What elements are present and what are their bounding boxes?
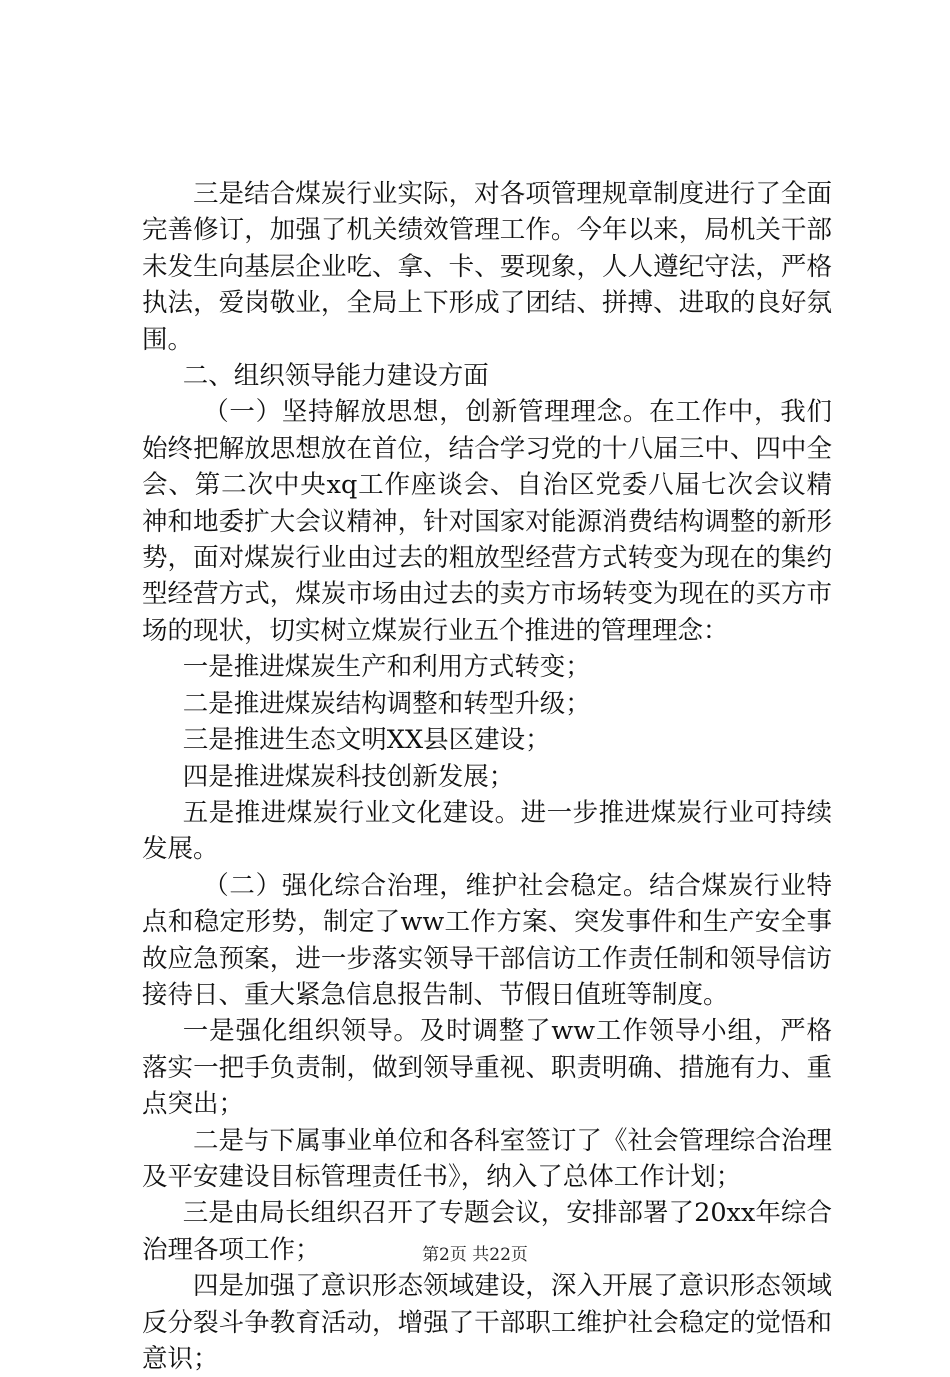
list-item-12: 三是由局长组织召开了专题会议，安排部署了20xx年综合治理各项工作； xyxy=(142,1198,832,1265)
list-item-5: 二是推进煤炭结构调整和转型升级； xyxy=(182,688,591,719)
list-item-11: 二是与下属事业单位和各科室签订了《社会管理综合治理及平安建设目标管理责任书》，纳入了总体工作计划； xyxy=(142,1125,832,1192)
paragraph-9: （二）强化综合治理，维护社会稳定。结合煤炭行业特点和稳定形势，制定了ww工作方案、突发事件和生产安全事故应急预案，进一步落实领导干部信访工作责任制和领导信访接待日、重大紧急信息报告制、节假日值班等制度。 xyxy=(142,870,832,1010)
list-item-8: 五是推进煤炭行业文化建设。进一步推进煤炭行业可持续发展。 xyxy=(142,797,832,865)
list-item-6: 三是推进生态文明XX县区建设； xyxy=(182,725,551,756)
paragraph-3: （一）坚持解放思想，创新管理理念。在工作中，我们始终把解放思想放在首位，结合学习党的十八届三中、四中全会、第二次中央xq工作座谈会、自治区党委八届七次会议精神和地委扩大会议精神，针对国家对能源消费结构调整的新形势，面对煤炭行业由过去的粗放型经营方式转变为现在的集约型经营方式，煤炭市场由过去的卖方市场转变为现在的买方市场的现状，切实树立煤炭行业五个推进的管理理念： xyxy=(142,397,832,646)
document-body xyxy=(142,176,832,1377)
list-item-10: 一是强化组织领导。及时调整了ww工作领导小组，严格落实一把手负责制，做到领导重视、职责明确、措施有力、重点突出； xyxy=(142,1016,832,1120)
paragraph-1: 三是结合煤炭行业实际，对各项管理规章制度进行了全面完善修订，加强了机关绩效管理工作。今年以来，局机关干部未发生向基层企业吃、拿、卡、要现象，人人遵纪守法，严格执法，爱岗敬业，全局上下形成了团结、拼搏、进取的良好氛围。 xyxy=(142,179,832,355)
list-item-7: 四是推进煤炭科技创新发展； xyxy=(182,761,515,792)
list-item-4: 一是推进煤炭生产和利用方式转变； xyxy=(182,652,591,683)
list-item-13: 四是加强了意识形态领域建设，深入开展了意识形态领域反分裂斗争教育活动，增强了干部职工维护社会稳定的觉悟和意识； xyxy=(142,1271,832,1374)
section-heading-2: 二、组织领导能力建设方面 xyxy=(182,361,489,392)
page-number-footer: 第2页 共22页 xyxy=(422,1245,528,1265)
